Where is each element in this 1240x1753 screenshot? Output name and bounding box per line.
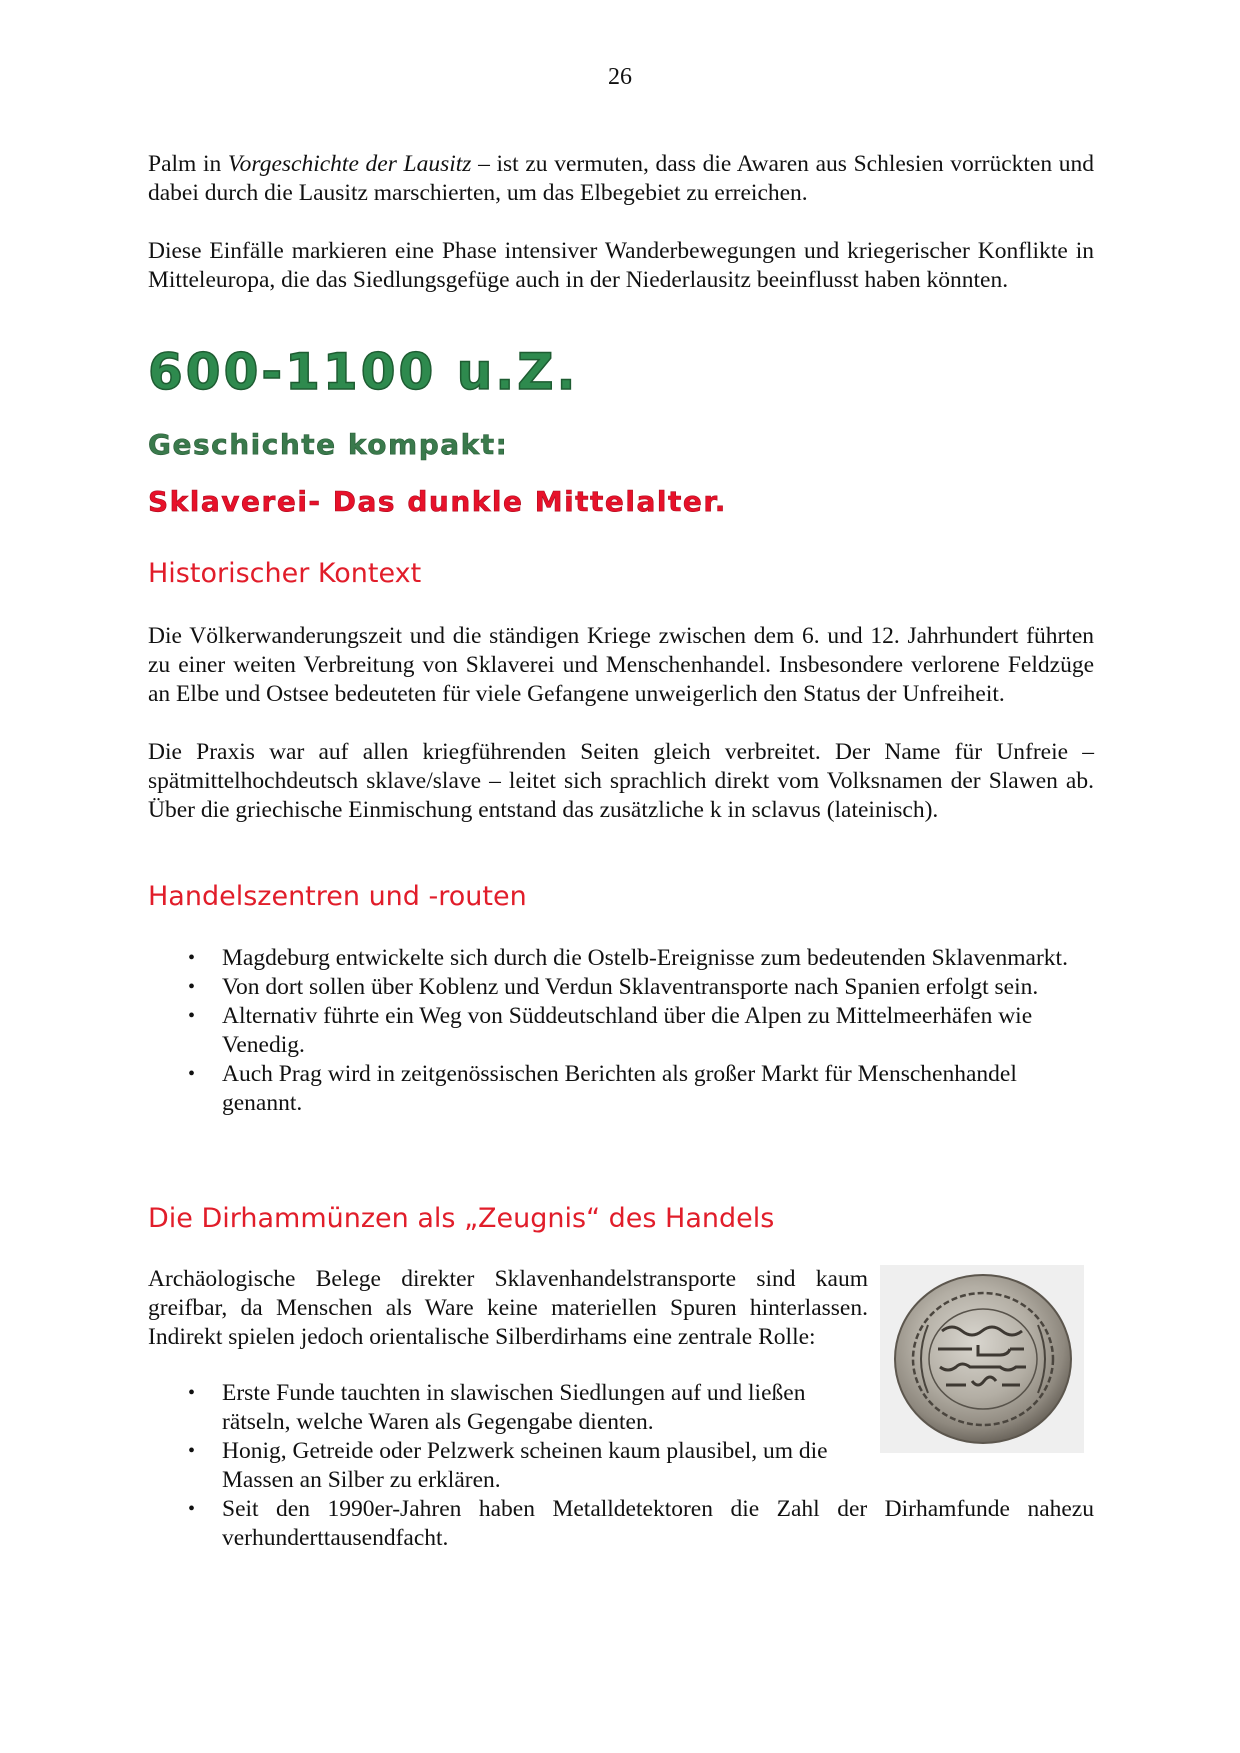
list-item [148, 1495, 1094, 1553]
list-item-text: Erste Funde tauchten in slawischen Siedlungen auf und ließen rätseln, welche Waren als Gegengabe dienten. [222, 1380, 806, 1435]
list-item-text: Seit den 1990er-Jahren haben Metalldetektoren die Zahl der Dirhamfunde nahezu verhunderttausendfacht. [222, 1496, 1094, 1551]
bullet-icon: • [188, 1498, 196, 1520]
bullet-icon: • [188, 1440, 196, 1462]
list-item [148, 944, 1094, 973]
bullet-icon: • [188, 976, 196, 998]
list-item [148, 973, 1094, 1002]
topic-heading: Sklaverei- Das dunkle Mittelalter. [148, 485, 727, 518]
list-item-text: Von dort sollen über Koblenz und Verdun Sklaventransporte nach Spanien erfolgt sein. [222, 974, 1039, 1000]
dirham-intro-paragraph: Archäologische Belege direkter Sklavenhandelstransporte sind kaum greifbar, da Menschen als Ware keine materiellen Spuren hinterlassen. Indirekt spielen jedoch orientalische Silberdirhams eine zentrale Rolle: [148, 1266, 868, 1350]
intro-p1-prefix: Palm in [148, 151, 228, 177]
list-item [148, 1379, 862, 1437]
list-item [148, 1002, 1094, 1060]
section-title-kontext: Historischer Kontext [148, 558, 422, 589]
list-item-text: Honig, Getreide oder Pelzwerk scheinen kaum plausibel, um die Massen an Silber zu erklären. [222, 1438, 828, 1493]
list-item-text: Auch Prag wird in zeitgenössischen Berichten als großer Markt für Menschenhandel genannt. [222, 1061, 1017, 1116]
section-title-dirham: Die Dirhammünzen als „Zeugnis“ des Handels [148, 1203, 775, 1234]
bullet-icon: • [188, 1063, 196, 1085]
kontext-body [148, 622, 1094, 825]
handel-list [148, 944, 1094, 1118]
intro-paragraph-2: Diese Einfälle markieren eine Phase intensiver Wanderbewegungen und kriegerischer Konflikte in Mitteleuropa, die das Siedlungsgefüge auch in der Niederlausitz beeinflusst haben könnten. [148, 238, 1094, 293]
list-item [148, 1437, 862, 1495]
bullet-icon: • [188, 1005, 196, 1027]
list-item [148, 1060, 1094, 1118]
kontext-paragraph-1: Die Völkerwanderungszeit und die ständigen Kriege zwischen dem 6. und 12. Jahrhundert führten zu einer weiten Verbreitung von Sklaverei und Menschenhandel. Insbesondere verlorene Feldzüge an Elbe und Ostsee bedeuteten für viele Gefangene unweigerlich den Status der Unfreiheit. [148, 623, 1094, 707]
page-number: 26 [608, 64, 632, 90]
compact-heading: Geschichte kompakt: [148, 428, 509, 461]
kontext-paragraph-2: Die Praxis war auf allen kriegführenden Seiten gleich verbreitet. Der Name für Unfreie – spätmittelhochdeutsch sklave/slave – leitet sich sprachlich direkt vom Volksnamen der Slawen ab. Über die griechische Einmischung entstand das zusätzliche k in sclavus (lateinisch). [148, 739, 1094, 823]
bullet-icon: • [188, 947, 196, 969]
intro-paragraph-1 [148, 150, 1094, 208]
intro-text [148, 150, 1094, 295]
intro-p1-rest: – ist zu vermuten, dass die Awaren aus Schlesien vorrückten und dabei durch die Lausitz marschierten, um das Elbegebiet zu erreichen. [148, 151, 1094, 206]
list-item-text: Alternativ führte ein Weg von Süddeutschland über die Alpen zu Mittelmeerhäfen wie Venedig. [222, 1003, 1033, 1058]
section-title-handel: Handelszentren und -routen [148, 881, 527, 912]
era-heading: 600-1100 u.Z. [148, 343, 579, 401]
list-item-text: Magdeburg entwickelte sich durch die Ostelb-Ereignisse zum bedeutenden Sklavenmarkt. [222, 945, 1068, 971]
book-title: Vorgeschichte der Lausitz [227, 151, 472, 177]
bullet-icon: • [188, 1382, 196, 1404]
dirham-intro [148, 1265, 868, 1352]
dirham-list [148, 1379, 1094, 1553]
